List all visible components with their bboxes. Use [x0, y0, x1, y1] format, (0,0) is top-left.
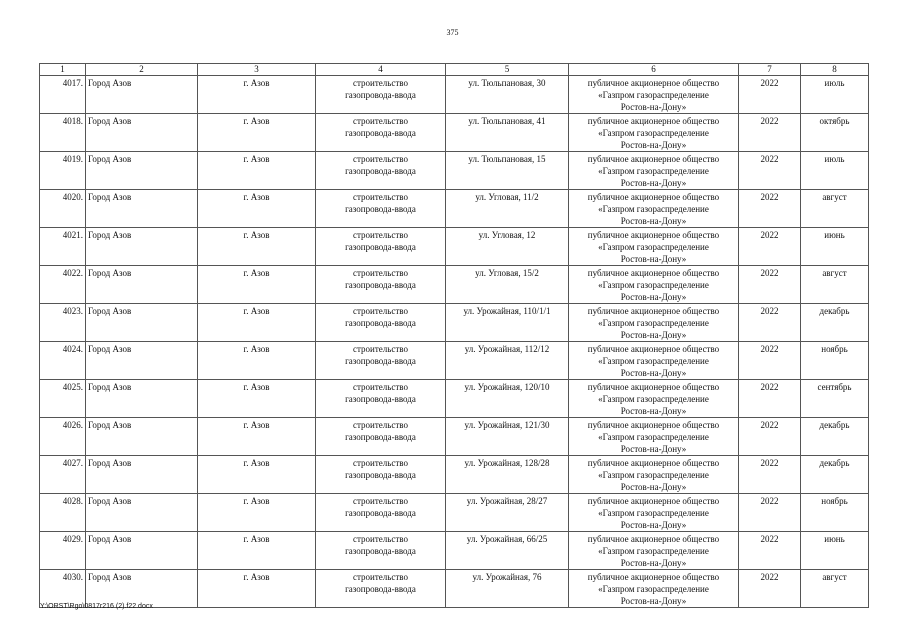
cell-line: Ростов-на-Дону» — [620, 482, 687, 492]
cell-line: Ростов-на-Дону» — [620, 444, 687, 454]
cell-line: строительство — [353, 496, 408, 506]
settlement-cell — [198, 418, 316, 456]
cell-text: г. Азов — [243, 154, 270, 164]
cell-text: г. Азов — [243, 192, 270, 202]
month-cell — [801, 532, 869, 570]
cell-text: 4020. — [62, 192, 83, 202]
column-header-7: 7 — [739, 64, 801, 76]
municipality-cell — [86, 266, 198, 304]
settlement-cell — [198, 380, 316, 418]
year-cell — [739, 342, 801, 380]
cell-text: 4022. — [62, 268, 83, 278]
cell-line: публичное акционерное общество — [587, 154, 720, 164]
cell-text: 4017. — [62, 78, 83, 88]
cell-line: публичное акционерное общество — [587, 382, 720, 392]
cell-line: строительство — [353, 458, 408, 468]
row-number — [40, 418, 86, 456]
cell-line: строительство — [353, 420, 408, 430]
municipality-cell — [86, 304, 198, 342]
settlement-cell — [198, 114, 316, 152]
cell-line: строительство — [353, 230, 408, 240]
cell-line: публичное акционерное общество — [587, 268, 720, 278]
cell-line: публичное акционерное общество — [587, 116, 720, 126]
organization-cell — [569, 342, 739, 380]
page-number: 375 — [446, 28, 459, 37]
work-type-cell — [316, 190, 446, 228]
cell-text: ул. Урожайная, 66/25 — [466, 534, 548, 544]
table-row — [40, 570, 869, 608]
month-cell — [801, 190, 869, 228]
cell-text: Город Азов — [88, 458, 132, 468]
table-row — [40, 342, 869, 380]
cell-text: г. Азов — [243, 268, 270, 278]
column-header-5: 5 — [446, 64, 569, 76]
table-row — [40, 494, 869, 532]
cell-text: 4018. — [62, 116, 83, 126]
cell-text: 2022 — [760, 154, 779, 164]
row-number — [40, 190, 86, 228]
cell-text: июль — [824, 78, 845, 88]
row-number — [40, 114, 86, 152]
organization-cell — [569, 266, 739, 304]
cell-line: «Газпром газораспределение — [598, 318, 709, 328]
row-number — [40, 228, 86, 266]
organization-cell — [569, 532, 739, 570]
settlement-cell — [198, 228, 316, 266]
work-type-cell — [316, 114, 446, 152]
footer-file-path: Y:\ORST\Rgo\0817r216 (2).f22.docx — [40, 603, 153, 610]
work-type-cell — [316, 342, 446, 380]
cell-text: октябрь — [819, 116, 850, 126]
cell-line: газопровода-ввода — [345, 90, 416, 100]
table-header-row — [40, 64, 869, 76]
cell-text: 2022 — [760, 116, 779, 126]
settlement-cell — [198, 494, 316, 532]
cell-line: строительство — [353, 306, 408, 316]
cell-text: 4029. — [62, 534, 83, 544]
municipality-cell — [86, 228, 198, 266]
cell-text: сентябрь — [817, 382, 852, 392]
settlement-cell — [198, 266, 316, 304]
month-cell — [801, 304, 869, 342]
cell-line: строительство — [353, 534, 408, 544]
settlement-cell — [198, 532, 316, 570]
work-type-cell — [316, 76, 446, 114]
address-cell — [446, 380, 569, 418]
cell-text: ул. Тюльпановая, 30 — [468, 78, 546, 88]
cell-line: газопровода-ввода — [345, 204, 416, 214]
year-cell — [739, 494, 801, 532]
cell-line: газопровода-ввода — [345, 394, 416, 404]
settlement-cell — [198, 570, 316, 608]
cell-line: строительство — [353, 344, 408, 354]
row-number — [40, 266, 86, 304]
row-number — [40, 570, 86, 608]
cell-line: «Газпром газораспределение — [598, 584, 709, 594]
cell-line: газопровода-ввода — [345, 166, 416, 176]
organization-cell — [569, 190, 739, 228]
municipality-cell — [86, 190, 198, 228]
cell-line: Ростов-на-Дону» — [620, 330, 687, 340]
cell-text: 2022 — [760, 534, 779, 544]
cell-text: 2022 — [760, 458, 779, 468]
cell-line: газопровода-ввода — [345, 470, 416, 480]
cell-line: публичное акционерное общество — [587, 458, 720, 468]
settlement-cell — [198, 76, 316, 114]
cell-line: «Газпром газораспределение — [598, 242, 709, 252]
table-row — [40, 76, 869, 114]
cell-line: публичное акционерное общество — [587, 78, 720, 88]
cell-line: «Газпром газораспределение — [598, 128, 709, 138]
cell-text: г. Азов — [243, 420, 270, 430]
address-cell — [446, 190, 569, 228]
work-type-cell — [316, 152, 446, 190]
municipality-cell — [86, 380, 198, 418]
cell-text: декабрь — [819, 420, 850, 430]
year-cell — [739, 570, 801, 608]
cell-text: г. Азов — [243, 78, 270, 88]
organization-cell — [569, 456, 739, 494]
year-cell — [739, 456, 801, 494]
organization-cell — [569, 570, 739, 608]
cell-line: «Газпром газораспределение — [598, 356, 709, 366]
cell-line: публичное акционерное общество — [587, 306, 720, 316]
year-cell — [739, 114, 801, 152]
month-cell — [801, 266, 869, 304]
year-cell — [739, 418, 801, 456]
cell-line: «Газпром газораспределение — [598, 432, 709, 442]
month-cell — [801, 494, 869, 532]
row-number — [40, 532, 86, 570]
cell-line: «Газпром газораспределение — [598, 280, 709, 290]
work-type-cell — [316, 532, 446, 570]
cell-line: «Газпром газораспределение — [598, 546, 709, 556]
organization-cell — [569, 494, 739, 532]
cell-line: Ростов-на-Дону» — [620, 254, 687, 264]
cell-text: Город Азов — [88, 534, 132, 544]
cell-text: ул. Угловая, 15/2 — [475, 268, 539, 278]
cell-text: июнь — [824, 534, 845, 544]
cell-text: 2022 — [760, 230, 779, 240]
cell-text: 4024. — [62, 344, 83, 354]
cell-text: Город Азов — [88, 116, 132, 126]
cell-line: Ростов-на-Дону» — [620, 102, 687, 112]
cell-text: ул. Тюльпановая, 41 — [468, 116, 546, 126]
cell-line: газопровода-ввода — [345, 242, 416, 252]
cell-line: публичное акционерное общество — [587, 230, 720, 240]
year-cell — [739, 228, 801, 266]
settlement-cell — [198, 456, 316, 494]
cell-text: г. Азов — [243, 344, 270, 354]
month-cell — [801, 152, 869, 190]
column-header-8: 8 — [801, 64, 869, 76]
column-header-4: 4 — [316, 64, 446, 76]
cell-line: строительство — [353, 154, 408, 164]
cell-line: Ростов-на-Дону» — [620, 596, 687, 606]
cell-text: Город Азов — [88, 306, 132, 316]
row-number — [40, 304, 86, 342]
table-row — [40, 190, 869, 228]
organization-cell — [569, 152, 739, 190]
cell-text: ноябрь — [821, 344, 848, 354]
cell-text: ул. Урожайная, 28/27 — [466, 496, 548, 506]
cell-text: г. Азов — [243, 496, 270, 506]
row-number — [40, 152, 86, 190]
month-cell — [801, 418, 869, 456]
table-row — [40, 228, 869, 266]
municipality-cell — [86, 76, 198, 114]
settlement-cell — [198, 342, 316, 380]
work-type-cell — [316, 494, 446, 532]
cell-text: Город Азов — [88, 230, 132, 240]
cell-text: Город Азов — [88, 382, 132, 392]
cell-text: 2022 — [760, 306, 779, 316]
cell-line: публичное акционерное общество — [587, 534, 720, 544]
cell-text: ул. Угловая, 12 — [478, 230, 536, 240]
cell-text: Город Азов — [88, 154, 132, 164]
cell-line: газопровода-ввода — [345, 128, 416, 138]
organization-cell — [569, 228, 739, 266]
address-cell — [446, 266, 569, 304]
cell-line: публичное акционерное общество — [587, 420, 720, 430]
cell-text: 2022 — [760, 268, 779, 278]
cell-line: Ростов-на-Дону» — [620, 368, 687, 378]
work-type-cell — [316, 266, 446, 304]
municipality-cell — [86, 152, 198, 190]
municipality-cell — [86, 570, 198, 608]
cell-text: ул. Урожайная, 112/12 — [464, 344, 550, 354]
cell-text: ул. Урожайная, 76 — [472, 572, 542, 582]
cell-line: «Газпром газораспределение — [598, 394, 709, 404]
month-cell — [801, 380, 869, 418]
column-header-2: 2 — [86, 64, 198, 76]
month-cell — [801, 114, 869, 152]
cell-text: Город Азов — [88, 192, 132, 202]
year-cell — [739, 380, 801, 418]
cell-text: июнь — [824, 230, 845, 240]
cell-line: строительство — [353, 382, 408, 392]
cell-line: Ростов-на-Дону» — [620, 292, 687, 302]
table-row — [40, 114, 869, 152]
cell-line: «Газпром газораспределение — [598, 470, 709, 480]
municipality-cell — [86, 114, 198, 152]
address-cell — [446, 342, 569, 380]
organization-cell — [569, 380, 739, 418]
cell-text: декабрь — [819, 306, 850, 316]
municipality-cell — [86, 456, 198, 494]
cell-text: август — [822, 268, 847, 278]
cell-text: июль — [824, 154, 845, 164]
cell-line: строительство — [353, 192, 408, 202]
cell-text: 4023. — [62, 306, 83, 316]
cell-text: г. Азов — [243, 458, 270, 468]
row-number — [40, 76, 86, 114]
cell-line: «Газпром газораспределение — [598, 166, 709, 176]
column-header-1: 1 — [40, 64, 86, 76]
cell-text: г. Азов — [243, 116, 270, 126]
cell-text: Город Азов — [88, 420, 132, 430]
cell-text: г. Азов — [243, 230, 270, 240]
table-row — [40, 532, 869, 570]
cell-text: ул. Тюльпановая, 15 — [468, 154, 546, 164]
cell-line: строительство — [353, 78, 408, 88]
cell-line: публичное акционерное общество — [587, 572, 720, 582]
cell-line: газопровода-ввода — [345, 546, 416, 556]
cell-line: «Газпром газораспределение — [598, 508, 709, 518]
cell-text: Город Азов — [88, 268, 132, 278]
cell-text: г. Азов — [243, 306, 270, 316]
address-cell — [446, 456, 569, 494]
year-cell — [739, 190, 801, 228]
cell-line: «Газпром газораспределение — [598, 90, 709, 100]
organization-cell — [569, 418, 739, 456]
column-header-6: 6 — [569, 64, 739, 76]
organization-cell — [569, 114, 739, 152]
cell-line: Ростов-на-Дону» — [620, 558, 687, 568]
address-cell — [446, 76, 569, 114]
table-row — [40, 418, 869, 456]
cell-text: 2022 — [760, 78, 779, 88]
work-type-cell — [316, 228, 446, 266]
cell-text: декабрь — [819, 458, 850, 468]
cell-line: Ростов-на-Дону» — [620, 406, 687, 416]
cell-line: публичное акционерное общество — [587, 192, 720, 202]
cell-text: 4019. — [62, 154, 83, 164]
cell-line: публичное акционерное общество — [587, 344, 720, 354]
month-cell — [801, 342, 869, 380]
cell-text: 4030. — [62, 572, 83, 582]
cell-text: ноябрь — [821, 496, 848, 506]
cell-line: строительство — [353, 268, 408, 278]
cell-line: публичное акционерное общество — [587, 496, 720, 506]
settlement-cell — [198, 304, 316, 342]
table-row — [40, 456, 869, 494]
cell-text: ул. Урожайная, 120/10 — [464, 382, 550, 392]
cell-text: август — [822, 572, 847, 582]
address-cell — [446, 494, 569, 532]
cell-text: Город Азов — [88, 78, 132, 88]
row-number — [40, 342, 86, 380]
row-number — [40, 456, 86, 494]
municipality-cell — [86, 494, 198, 532]
column-header-3: 3 — [198, 64, 316, 76]
municipality-cell — [86, 418, 198, 456]
work-type-cell — [316, 570, 446, 608]
address-cell — [446, 570, 569, 608]
cell-line: Ростов-на-Дону» — [620, 520, 687, 530]
cell-line: Ростов-на-Дону» — [620, 140, 687, 150]
cell-text: 2022 — [760, 382, 779, 392]
year-cell — [739, 304, 801, 342]
cell-text: Город Азов — [88, 572, 132, 582]
cell-text: ул. Угловая, 11/2 — [475, 192, 539, 202]
cell-text: 4025. — [62, 382, 83, 392]
cell-text: 2022 — [760, 192, 779, 202]
municipality-cell — [86, 532, 198, 570]
cell-text: 4026. — [62, 420, 83, 430]
table-row — [40, 380, 869, 418]
cell-text: ул. Урожайная, 110/1/1 — [463, 306, 551, 316]
work-type-cell — [316, 418, 446, 456]
month-cell — [801, 76, 869, 114]
month-cell — [801, 228, 869, 266]
cell-text: ул. Урожайная, 121/30 — [464, 420, 550, 430]
address-cell — [446, 114, 569, 152]
cell-line: газопровода-ввода — [345, 280, 416, 290]
address-cell — [446, 532, 569, 570]
cell-line: газопровода-ввода — [345, 318, 416, 328]
cell-text: г. Азов — [243, 382, 270, 392]
year-cell — [739, 532, 801, 570]
settlement-cell — [198, 152, 316, 190]
cell-text: ул. Урожайная, 128/28 — [464, 458, 550, 468]
work-type-cell — [316, 380, 446, 418]
cell-text: г. Азов — [243, 572, 270, 582]
month-cell — [801, 570, 869, 608]
work-type-cell — [316, 304, 446, 342]
cell-line: Ростов-на-Дону» — [620, 216, 687, 226]
table-row — [40, 304, 869, 342]
cell-text: Город Азов — [88, 344, 132, 354]
cell-line: газопровода-ввода — [345, 356, 416, 366]
cell-line: Ростов-на-Дону» — [620, 178, 687, 188]
schedule-table — [39, 63, 869, 608]
year-cell — [739, 152, 801, 190]
cell-line: газопровода-ввода — [345, 508, 416, 518]
table-row — [40, 266, 869, 304]
year-cell — [739, 76, 801, 114]
cell-text: 4028. — [62, 496, 83, 506]
year-cell — [739, 266, 801, 304]
cell-text: 2022 — [760, 496, 779, 506]
address-cell — [446, 304, 569, 342]
row-number — [40, 494, 86, 532]
cell-text: 2022 — [760, 344, 779, 354]
cell-text: 4027. — [62, 458, 83, 468]
cell-text: г. Азов — [243, 534, 270, 544]
cell-text: 2022 — [760, 572, 779, 582]
month-cell — [801, 456, 869, 494]
cell-line: строительство — [353, 116, 408, 126]
row-number — [40, 380, 86, 418]
cell-line: строительство — [353, 572, 408, 582]
address-cell — [446, 228, 569, 266]
cell-text: 2022 — [760, 420, 779, 430]
table-row — [40, 152, 869, 190]
settlement-cell — [198, 190, 316, 228]
cell-text: Город Азов — [88, 496, 132, 506]
municipality-cell — [86, 342, 198, 380]
work-type-cell — [316, 456, 446, 494]
cell-line: газопровода-ввода — [345, 432, 416, 442]
address-cell — [446, 152, 569, 190]
organization-cell — [569, 76, 739, 114]
cell-text: август — [822, 192, 847, 202]
cell-line: «Газпром газораспределение — [598, 204, 709, 214]
address-cell — [446, 418, 569, 456]
cell-line: газопровода-ввода — [345, 584, 416, 594]
organization-cell — [569, 304, 739, 342]
cell-text: 4021. — [62, 230, 83, 240]
